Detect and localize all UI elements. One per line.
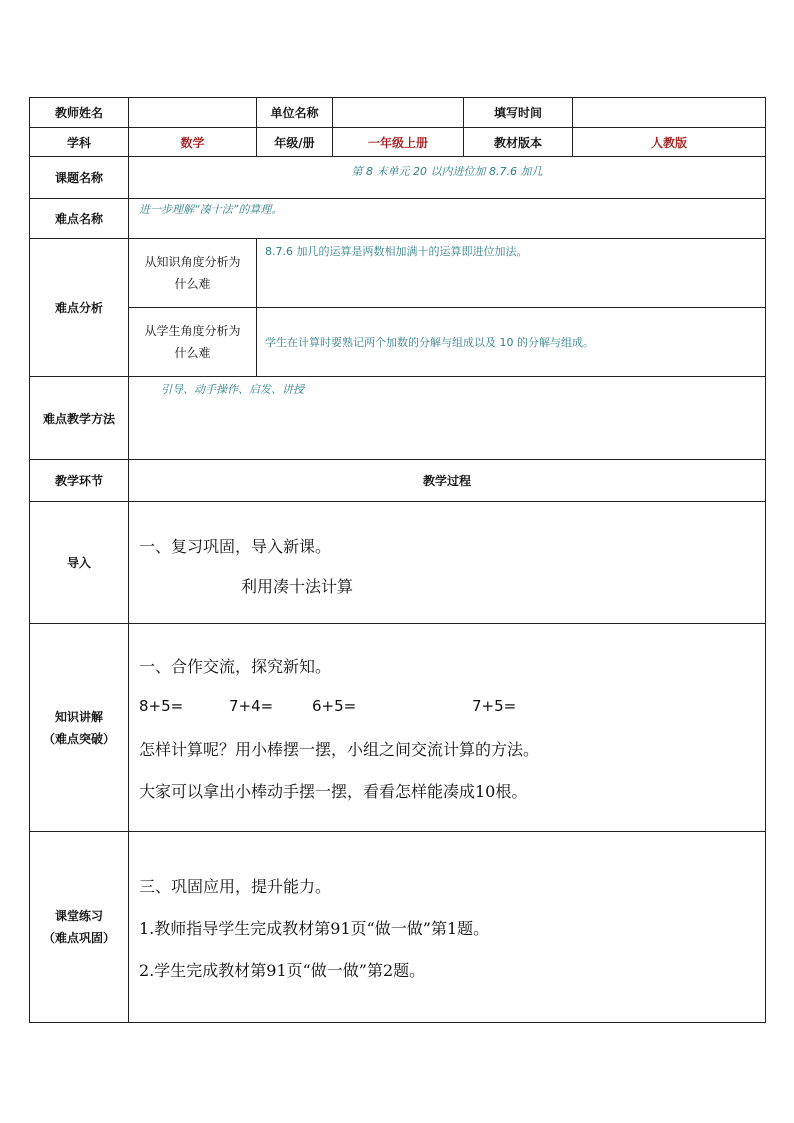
fill-time-value[interactable] [573, 98, 766, 128]
practice-line-3: 2.学生完成教材第91页“做一做”第2题。 [139, 961, 426, 980]
explain-stage-label-line1: 知识讲解 [54, 709, 103, 724]
teaching-method-value: 引导、动手操作、启发、讲授 [129, 377, 766, 460]
intro-line-1: 一、复习巩固，导入新课。 [139, 537, 332, 556]
knowledge-angle-label-line1: 从知识角度分析为 [144, 255, 241, 269]
equation-7-plus-5: 7+5= [472, 697, 517, 715]
intro-line-2: 利用凑十法计算 [241, 577, 354, 596]
equation-6-plus-5: 6+5= [312, 697, 357, 715]
explain-line-4: 大家可以拿出小棒动手摆一摆，看看怎样能凑成10根。 [139, 782, 528, 801]
intro-stage-label: 导入 [30, 502, 129, 624]
explain-line-1: 一、合作交流，探究新知。 [139, 657, 332, 676]
student-angle-value: 学生在计算时要熟记两个加数的分解与组成以及 10 的分解与组成。 [257, 308, 766, 377]
practice-content [129, 832, 766, 1023]
grade-value: 一年级上册 [333, 128, 464, 157]
lesson-plan-table [29, 97, 766, 1023]
practice-stage-label-line2: （难点巩固） [42, 931, 115, 945]
edition-label: 教材版本 [464, 128, 573, 157]
knowledge-angle-label [129, 239, 257, 308]
grade-label: 年级/册 [257, 128, 333, 157]
difficulty-value: 进一步理解“凑十法”的算理。 [129, 199, 766, 239]
teaching-process-header: 教学过程 [129, 460, 766, 502]
equation-7-plus-4: 7+4= [229, 697, 274, 715]
student-angle-label-line1: 从学生角度分析为 [144, 324, 241, 338]
topic-value: 第 8 末单元 20 以内进位加 8.7.6 加几 [129, 157, 766, 199]
equation-8-plus-5: 8+5= [139, 697, 184, 715]
topic-label: 课题名称 [30, 157, 129, 199]
teacher-name-value[interactable] [129, 98, 257, 128]
difficulty-label: 难点名称 [30, 199, 129, 239]
fill-time-label: 填写时间 [464, 98, 573, 128]
practice-stage-label-line1: 课堂练习 [54, 909, 103, 923]
subject-value: 数学 [129, 128, 257, 157]
practice-line-1: 三、巩固应用，提升能力。 [139, 877, 332, 896]
practice-line-2: 1.教师指导学生完成教材第91页“做一做”第1题。 [139, 919, 490, 938]
teaching-method-label: 难点教学方法 [30, 377, 129, 460]
teaching-stage-header: 教学环节 [30, 460, 129, 502]
knowledge-angle-value: 8.7.6 加几的运算是两数相加满十的运算即进位加法。 [257, 239, 766, 308]
explain-line-3: 怎样计算呢？用小棒摆一摆，小组之间交流计算的方法。 [139, 740, 540, 759]
intro-content [129, 502, 766, 624]
student-angle-label-line2: 什么难 [174, 346, 211, 360]
practice-stage-label [30, 832, 129, 1023]
teacher-name-label: 教师姓名 [30, 98, 129, 128]
unit-name-label: 单位名称 [257, 98, 333, 128]
unit-name-value[interactable] [333, 98, 464, 128]
explain-stage-label-line2: （难点突破） [42, 731, 115, 746]
subject-label: 学科 [30, 128, 129, 157]
analysis-label: 难点分析 [30, 239, 129, 377]
edition-value: 人教版 [573, 128, 766, 157]
knowledge-angle-label-line2: 什么难 [174, 277, 211, 291]
student-angle-label [129, 308, 257, 377]
explain-content [129, 624, 766, 832]
explain-stage-label [30, 624, 129, 832]
